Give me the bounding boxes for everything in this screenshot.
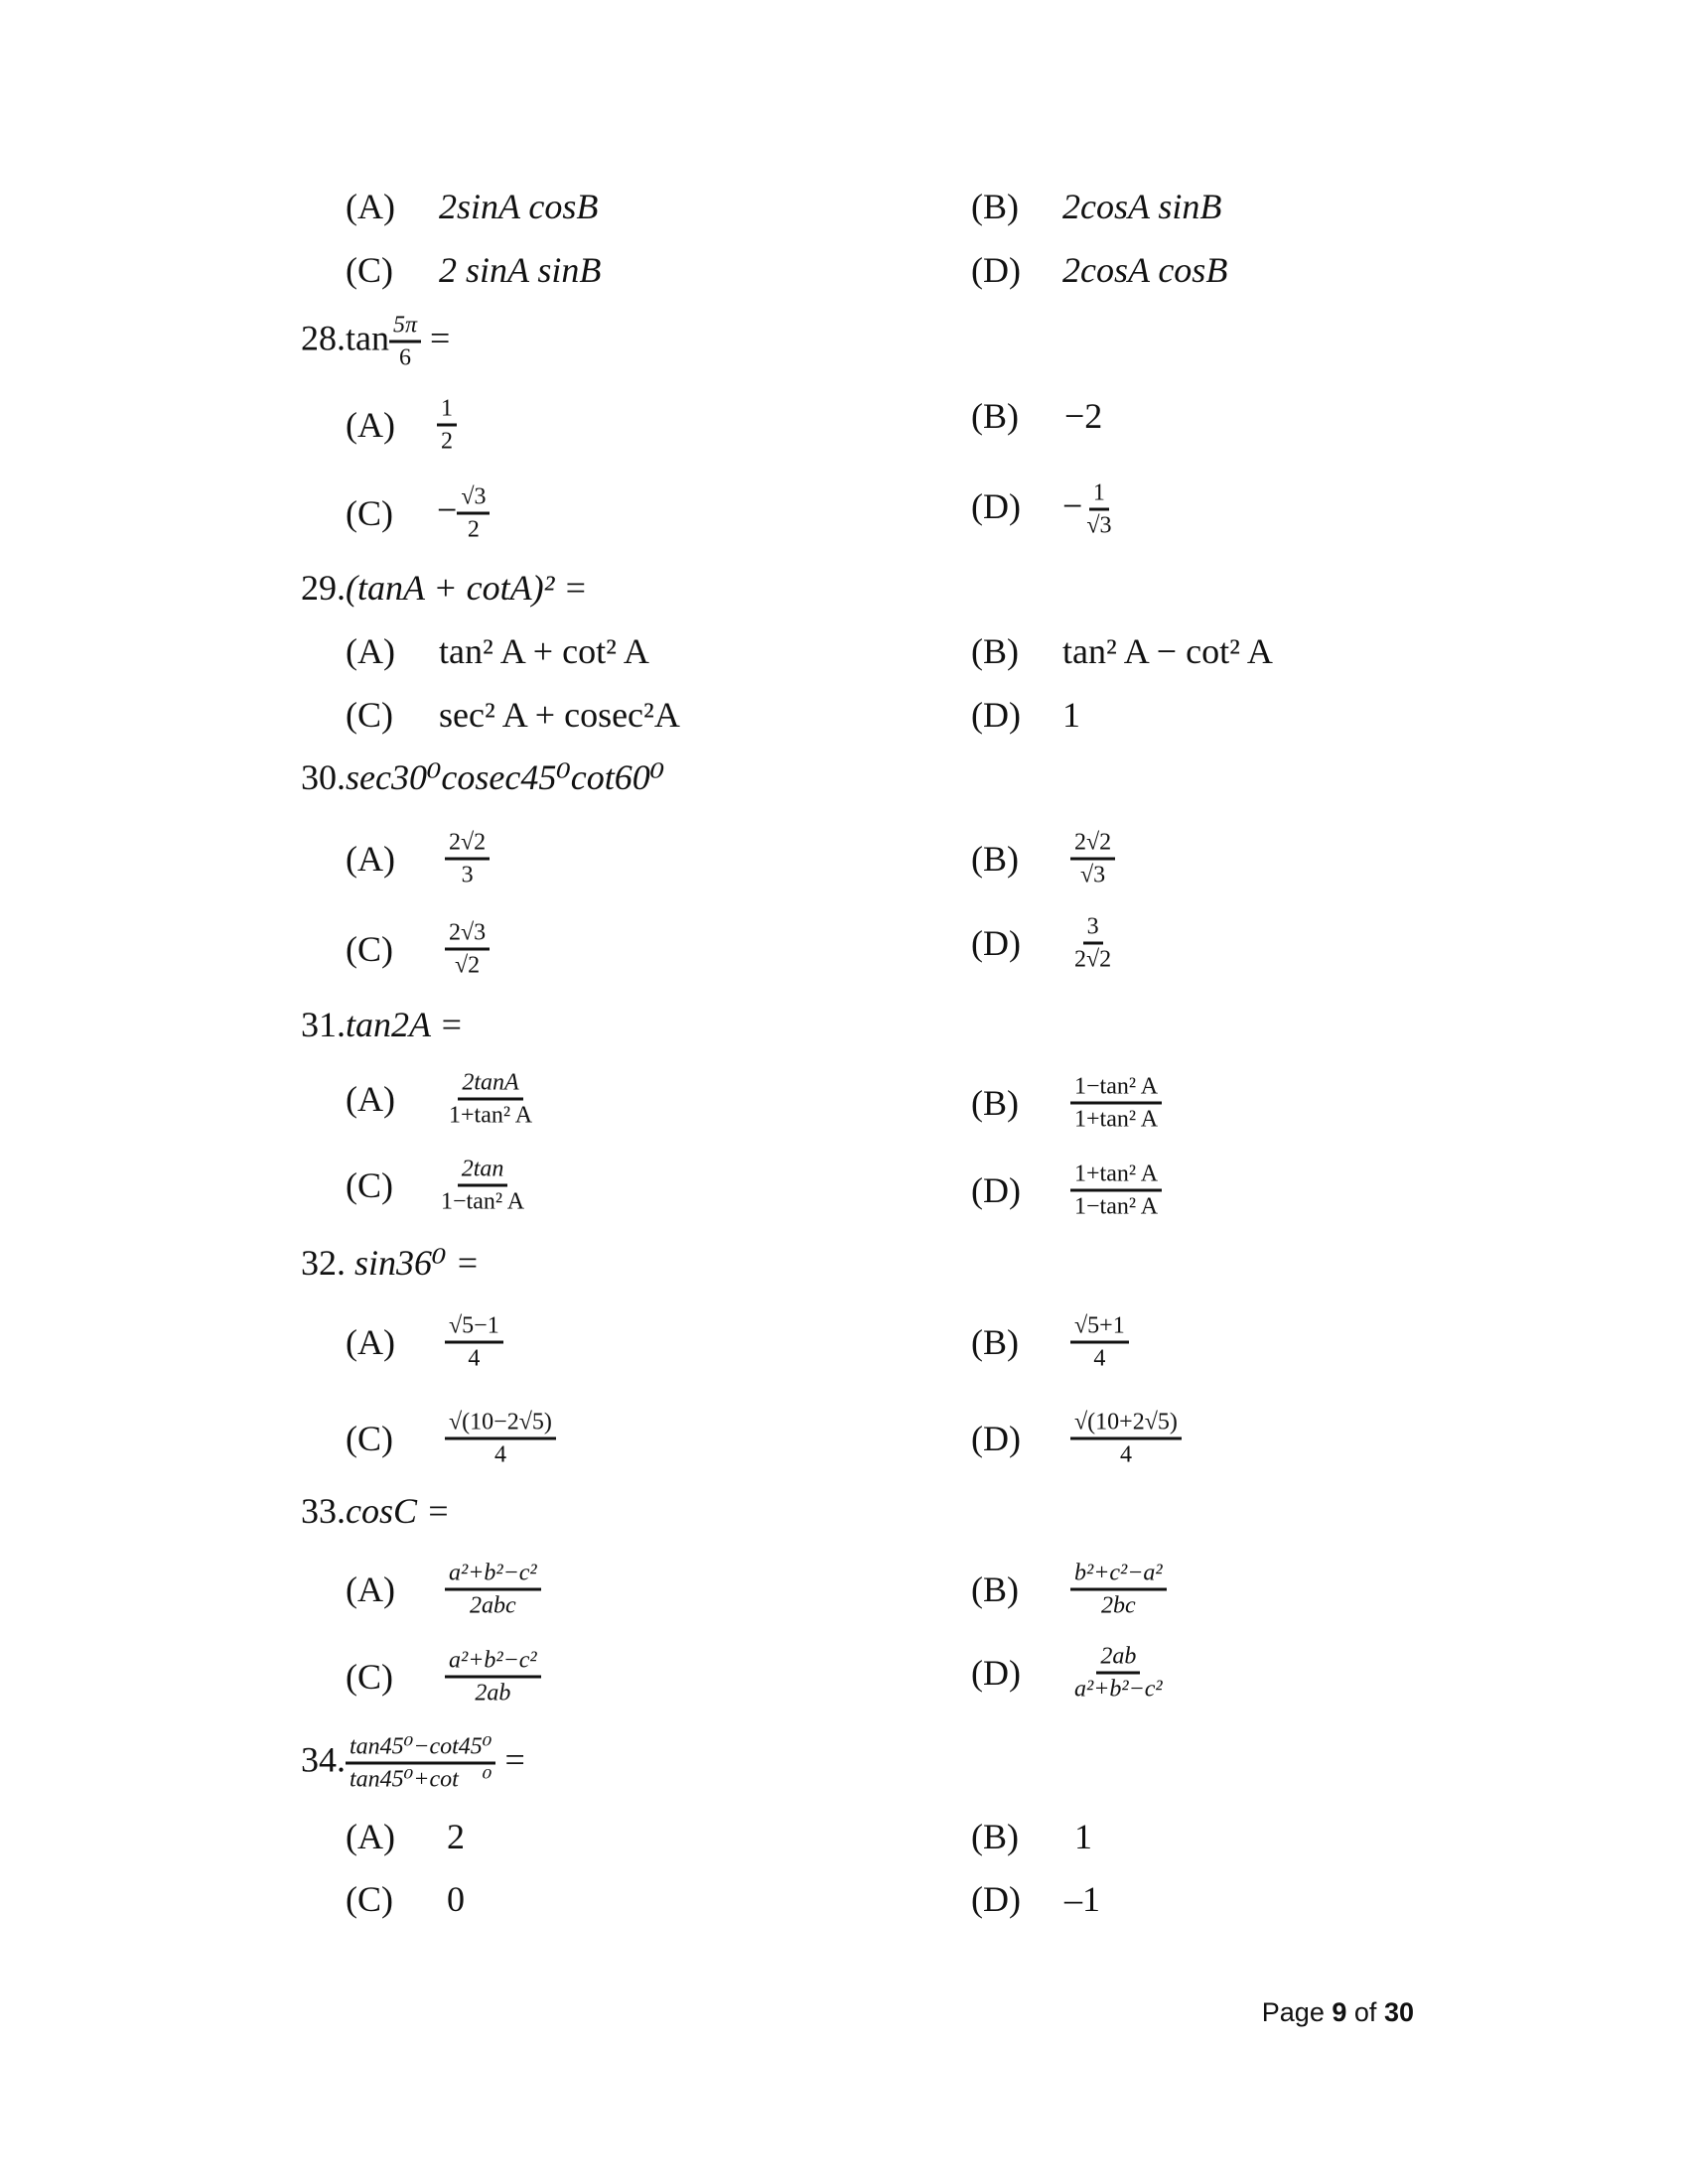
option-a-value: $\frac{2\tan A}{\text{1+tan² A}}$ xyxy=(449,1069,533,1129)
option-text: 2cosA cosB xyxy=(1062,250,1228,290)
option-text: tan² A − cot² A xyxy=(1062,631,1273,671)
option-c-value: $\frac{√(10-2√5)}{4}$ xyxy=(445,1408,556,1470)
option-d-value: − $\frac{1}{√3}$ xyxy=(1062,479,1112,539)
option-label: (A) xyxy=(346,631,395,671)
option-label: (B) xyxy=(971,396,1019,436)
option-label: (D) xyxy=(971,486,1021,526)
option-c-value: $\frac{2√3}{√2}$ xyxy=(445,918,490,981)
option-label: (B) xyxy=(971,1083,1019,1123)
question-number: 30. xyxy=(301,757,346,797)
question-number: 31. xyxy=(301,1005,346,1044)
option-label: (C) xyxy=(346,250,393,290)
option-label: (A) xyxy=(346,839,395,879)
option-a-value: $\frac{√5-1}{4}$ xyxy=(445,1311,503,1374)
option-label: (C) xyxy=(346,1419,393,1458)
option-text: −2 xyxy=(1064,396,1103,436)
option-text: 2 sinA sinB xyxy=(439,250,602,290)
option-label: (B) xyxy=(971,631,1019,671)
question-number: 28. xyxy=(301,318,346,358)
option-b-value: $\frac{√5+1}{4}$ xyxy=(1070,1311,1129,1374)
option-text: 0 xyxy=(447,1879,465,1919)
option-label: (C) xyxy=(346,929,393,969)
option-label: (D) xyxy=(971,250,1021,290)
question-number: 34. xyxy=(301,1739,346,1780)
option-label: (C) xyxy=(346,695,393,735)
page-footer: Page 9 of 30 xyxy=(1261,1997,1414,2027)
option-a-value: $\frac{2√2}{3}$ xyxy=(445,828,490,890)
total-pages: 30 xyxy=(1383,1997,1414,2027)
option-text: 2sinA cosB xyxy=(439,187,599,226)
option-label: (B) xyxy=(971,1570,1019,1609)
option-b-value: $\frac{2√2}{√3}$ xyxy=(1070,828,1115,890)
option-label: (D) xyxy=(971,695,1021,735)
option-text: 2 xyxy=(447,1817,465,1856)
option-label: (D) xyxy=(971,1170,1021,1210)
question-number: 33. xyxy=(301,1491,346,1531)
question-stem: 28.tan $\frac{5\pi}{6}$ = xyxy=(301,312,451,371)
option-c-value: $\frac{2\tan}{\text{1−tan² A}}$ xyxy=(441,1156,525,1215)
question-stem: 34. $\frac{\text{tan45⁰−cot45⁰}}{\text{tan45⁰+cot ⁰}}$ = xyxy=(301,1733,525,1793)
option-label: (A) xyxy=(346,1817,395,1856)
option-text: sec² A + cosec²A xyxy=(439,695,680,735)
option-d-value: $\frac{3}{2√2}$ xyxy=(1074,913,1112,973)
option-c-value: − $\frac{√3}{2}$ xyxy=(437,482,490,545)
option-label: (D) xyxy=(971,1653,1021,1693)
question-stem: 29.(tanA + cotA)² = xyxy=(301,568,588,608)
option-text: –1 xyxy=(1064,1879,1100,1919)
option-label: (C) xyxy=(346,493,393,533)
option-label: (B) xyxy=(971,1322,1019,1362)
question-stem: 32. sin36⁰ = xyxy=(301,1243,480,1283)
question-stem: 33.cosC = xyxy=(301,1491,451,1531)
option-d-value: $\frac{\text{1+tan² A}}{\text{1−tan² A}}$ xyxy=(1070,1160,1162,1222)
option-text: tan² A + cot² A xyxy=(439,631,649,671)
option-text: 1 xyxy=(1074,1817,1092,1856)
option-label: (D) xyxy=(971,1879,1021,1919)
option-c-value: $\frac{\text{a²+b²−c²}}{2ab}$ xyxy=(445,1646,541,1708)
option-label: (A) xyxy=(346,1322,395,1362)
question-number: 29. xyxy=(301,568,346,608)
option-label: (D) xyxy=(971,1419,1021,1458)
option-label: (B) xyxy=(971,839,1019,879)
option-label: (C) xyxy=(346,1657,393,1697)
option-label: (B) xyxy=(971,1817,1019,1856)
option-label: (C) xyxy=(346,1879,393,1919)
question-number: 32. xyxy=(301,1243,346,1283)
option-a-value: $\frac{1}{2}$ xyxy=(437,394,457,457)
option-label: (A) xyxy=(346,187,395,226)
option-text: 2cosA sinB xyxy=(1062,187,1222,226)
option-label: (B) xyxy=(971,187,1019,226)
option-label: (A) xyxy=(346,405,395,445)
current-page: 9 xyxy=(1332,1997,1347,2027)
option-b-value: $\frac{\text{1−tan² A}}{\text{1+tan² A}}$ xyxy=(1070,1072,1162,1135)
option-label: (D) xyxy=(971,923,1021,963)
question-stem: 31.tan2A = xyxy=(301,1005,464,1044)
option-label: (A) xyxy=(346,1570,395,1609)
option-a-value: $\frac{\text{a²+b²−c²}}{\text{2abc}}$ xyxy=(445,1559,541,1621)
question-stem: 30.sec30⁰cosec45⁰cot60⁰ xyxy=(301,757,665,797)
option-b-value: $\frac{\text{b²+c²−a²}}{2bc}$ xyxy=(1070,1559,1167,1621)
option-d-value: $\frac{√(10+2√5)}{4}$ xyxy=(1070,1408,1182,1470)
option-text: 1 xyxy=(1062,695,1080,735)
option-d-value: $\frac{2ab}{\text{a²+b²−c²}}$ xyxy=(1074,1643,1163,1703)
option-label: (A) xyxy=(346,1079,395,1119)
option-label: (C) xyxy=(346,1165,393,1205)
